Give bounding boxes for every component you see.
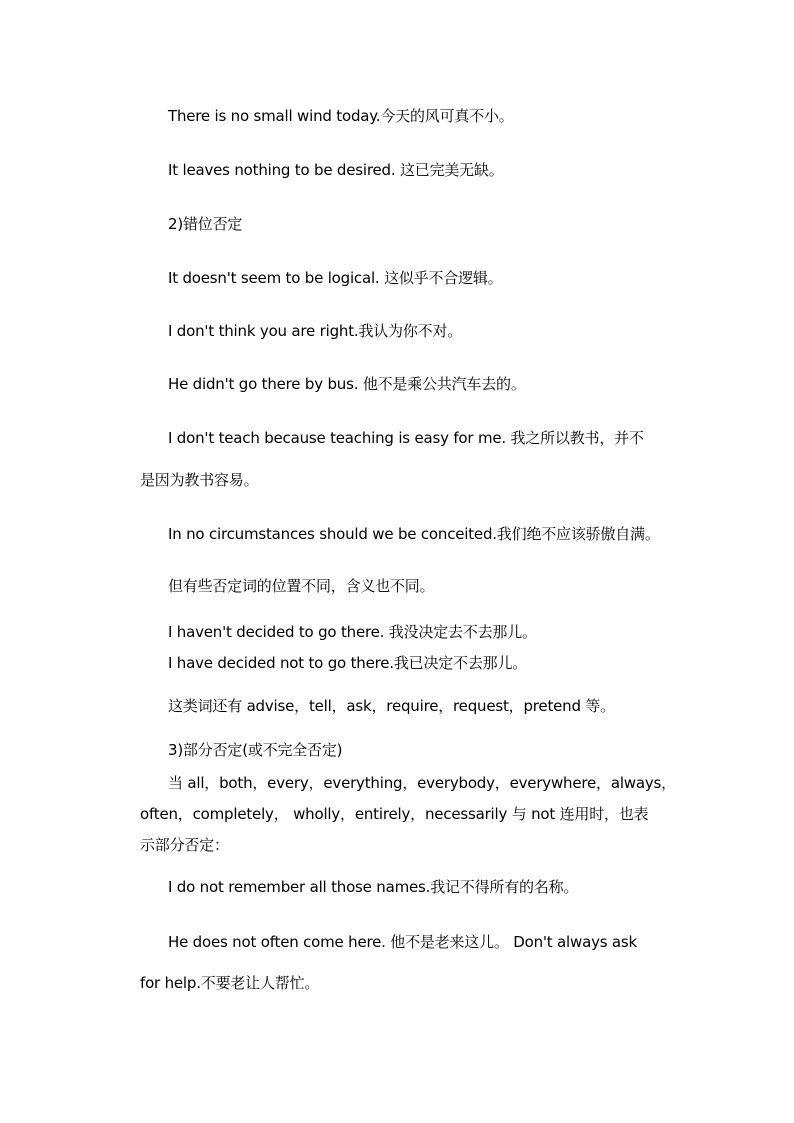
text-line: 示部分否定： xyxy=(140,836,229,854)
text-line: I don't think you are right.我认为你不对。 xyxy=(168,322,463,340)
text-line: often，completely， wholly，entirely，necessarily 与 not 连用时，也表 xyxy=(140,805,649,823)
text-line: It leaves nothing to be desired. 这已完美无缺。 xyxy=(168,161,504,179)
section-heading: 3)部分否定(或不完全否定) xyxy=(168,741,343,759)
text-line: He didn't go there by bus. 他不是乘公共汽车去的。 xyxy=(168,375,526,393)
text-line: It doesn't seem to be logical. 这似乎不合逻辑。 xyxy=(168,269,503,287)
text-line: 但有些否定词的位置不同，含义也不同。 xyxy=(168,577,435,595)
text-line: 当 all，both，every，everything，everybody，everywhere，always， xyxy=(168,774,676,792)
text-line: 是因为教书容易。 xyxy=(140,471,259,489)
text-line: I don't teach because teaching is easy for me. 我之所以教书，并不 xyxy=(168,429,644,447)
text-line: In no circumstances should we be conceited.我们绝不应该骄傲自满。 xyxy=(168,525,660,543)
text-line: I do not remember all those names.我记不得所有的名称。 xyxy=(168,878,579,896)
text-line: I have decided not to go there.我已决定不去那儿。 xyxy=(168,654,528,672)
text-line: I haven't decided to go there. 我没决定去不去那儿。 xyxy=(168,623,537,641)
text-line: There is no small wind today.今天的风可真不小。 xyxy=(168,107,514,125)
text-line: He does not often come here. 他不是老来这儿。 Don't always ask xyxy=(168,933,638,951)
section-heading: 2)错位否定 xyxy=(168,215,243,233)
text-line: for help.不要老让人帮忙。 xyxy=(140,974,320,992)
text-line: 这类词还有 advise，tell，ask，require，request，pretend 等。 xyxy=(168,697,615,715)
